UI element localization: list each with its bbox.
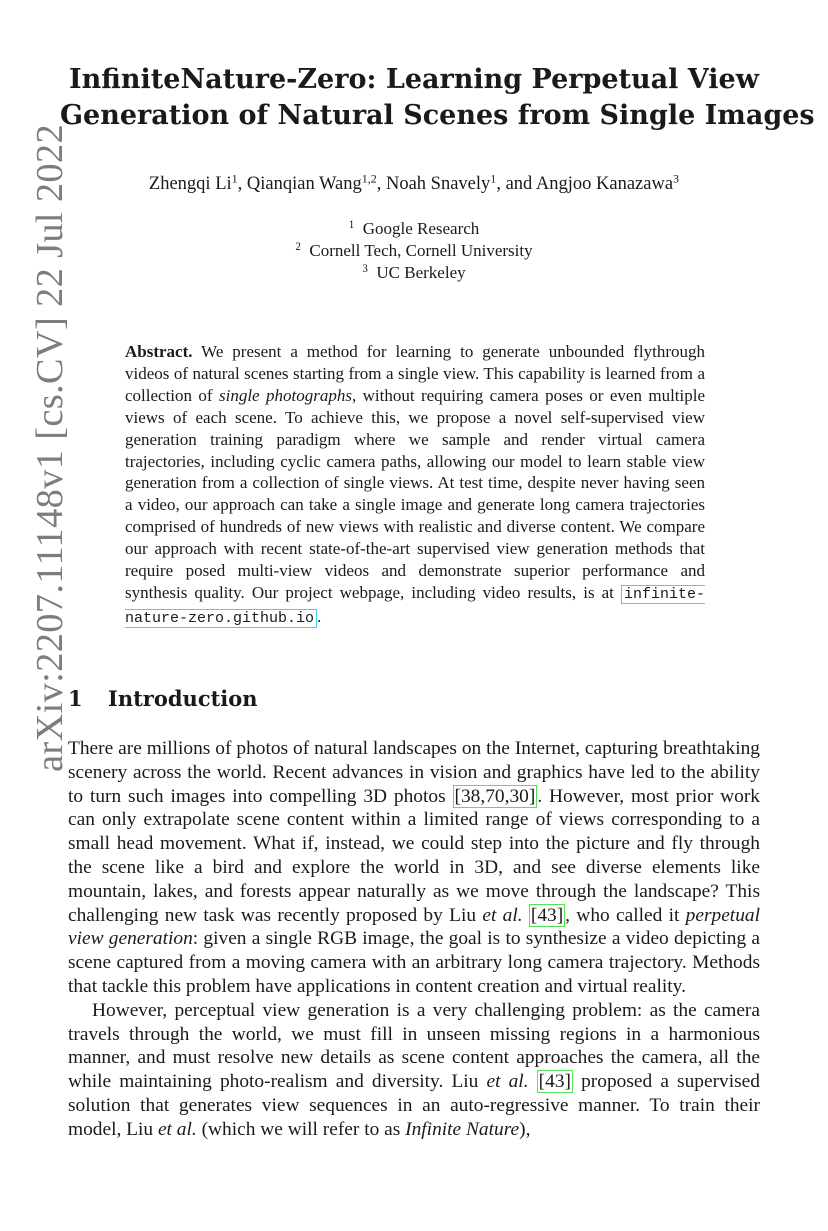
- title-line-2: Generation of Natural Scenes from Single Images: [60, 100, 815, 131]
- citation-link[interactable]: [43]: [530, 904, 564, 926]
- project-webpage-link[interactable]: infinite-nature-zero.github.io: [125, 585, 705, 627]
- affiliation: [60, 218, 768, 240]
- author-name: Qianqian Wang: [246, 174, 362, 194]
- affiliation-number: 2: [295, 240, 301, 253]
- author-name: Noah Snavely: [385, 174, 491, 194]
- title-line-1: InfiniteNature-Zero: Learning Perpetual View: [69, 64, 759, 95]
- author-affiliation-mark: 1: [490, 171, 497, 186]
- paper-title: [60, 62, 815, 134]
- section-body: [68, 737, 760, 1142]
- affiliation: [60, 240, 768, 262]
- author-list: Zhengqi Li$^1$, Qianqian Wang$^{1,2}$, Noah Snavely$^1$, and Angjoo Kanazawa$^3$: [148, 171, 680, 194]
- citation-link[interactable]: [38,70,30]: [454, 785, 536, 807]
- abstract-text: , without requiring camera poses or even multiple views of each scene. To achieve this, we propose a novel self-supervised view generation training paradigm where we sample and render virtual camera trajectories, including cyclic camera paths, allowing our model to learn stable view generation from a collection of single views. At test time, despite never having seen a video, our approach can take a single image and generate long camera trajectories comprised of hundreds of new views with realistic and diverse content. We compare our approach with recent state-of-the-art supervised view generation methods that require posed multi-view videos and demonstrate superior performance and synthesis quality. Our project webpage, including video results, is at: [125, 385, 706, 602]
- abstract-label: Abstract.: [125, 342, 193, 361]
- et-al: et al.: [157, 1118, 197, 1140]
- affiliation-name: Google Research: [362, 219, 480, 238]
- citation-link[interactable]: [43]: [538, 1071, 571, 1093]
- section-heading: [68, 686, 258, 711]
- paragraph-text: However, perceptual view generation is a very challenging problem: as the camera travels through the world, we must fill in unseen missing regions in a harmonious manner, and must resolve new details as scene content approaches the camera, all the while maintaining photo-realism and diversity. Liu: [68, 999, 760, 1093]
- abstract: [125, 341, 705, 630]
- term-emphasis: perpetual view generation: [68, 904, 760, 950]
- arxiv-identifier-stamp: arXiv:2207.11148v1 [cs.CV] 22 Jul 2022: [29, 123, 71, 772]
- affiliation-number: 3: [362, 262, 368, 275]
- term-emphasis: Infinite Nature: [405, 1118, 520, 1140]
- paragraph-text: proposed a supervised solution that generates view sequences in an auto-regressive manner. To train their model, Liu: [68, 1071, 760, 1140]
- paragraph-text: , who called it: [565, 904, 680, 926]
- paragraph-text: : given a single RGB image, the goal is to synthesize a video depicting a scene captured from a moving camera with an arbitrary long camera trajectory. Methods that tackle this problem have applications in content creation and virtual reality.: [68, 928, 760, 997]
- et-al: et al.: [482, 904, 523, 926]
- abstract-period: .: [317, 606, 322, 626]
- et-al: et al.: [486, 1071, 529, 1093]
- paragraph-text: (which we will refer to as: [201, 1118, 401, 1140]
- section-title: Introduction: [108, 686, 258, 711]
- affiliation: [60, 262, 768, 284]
- body-paragraph: [68, 999, 760, 1142]
- author-name: Zhengqi Li: [148, 174, 232, 194]
- abstract-emphasis: single photographs: [219, 385, 352, 405]
- affiliation-number: 1: [348, 218, 355, 231]
- paragraph-text: . However, most prior work can only extrapolate scene content within a limited range of views corresponding to a small head movement. What if, instead, we could step into the picture and fly through the scene like a bird and explore the world in 3D, and see diverse elements like mountain, lakes, and forests appear naturally as we move through the landscape? This challenging new task was recently proposed by Liu: [68, 785, 760, 926]
- paragraph-text: ),: [519, 1118, 531, 1140]
- section-number: 1: [68, 686, 83, 711]
- affiliation-name: Cornell Tech, Cornell University: [309, 241, 533, 260]
- affiliation-name: UC Berkeley: [376, 263, 466, 282]
- author-affiliation-mark: 1: [231, 171, 238, 186]
- abstract-text: We present a method for learning to generate unbounded flythrough videos of natural scenes starting from a single view. This capability is learned from a collection of: [125, 342, 705, 405]
- body-paragraph: [68, 737, 760, 999]
- author-affiliation-mark: 1,2: [361, 171, 377, 186]
- paragraph-text: There are millions of photos of natural landscapes on the Internet, capturing breathtaking scenery across the world. Recent advances in vision and graphics have led to the ability to turn such images into compelling 3D photos: [68, 738, 760, 807]
- author-affiliation-mark: 3: [673, 171, 680, 186]
- author-name: Angjoo Kanazawa: [535, 174, 674, 194]
- affiliation-list: [60, 218, 768, 284]
